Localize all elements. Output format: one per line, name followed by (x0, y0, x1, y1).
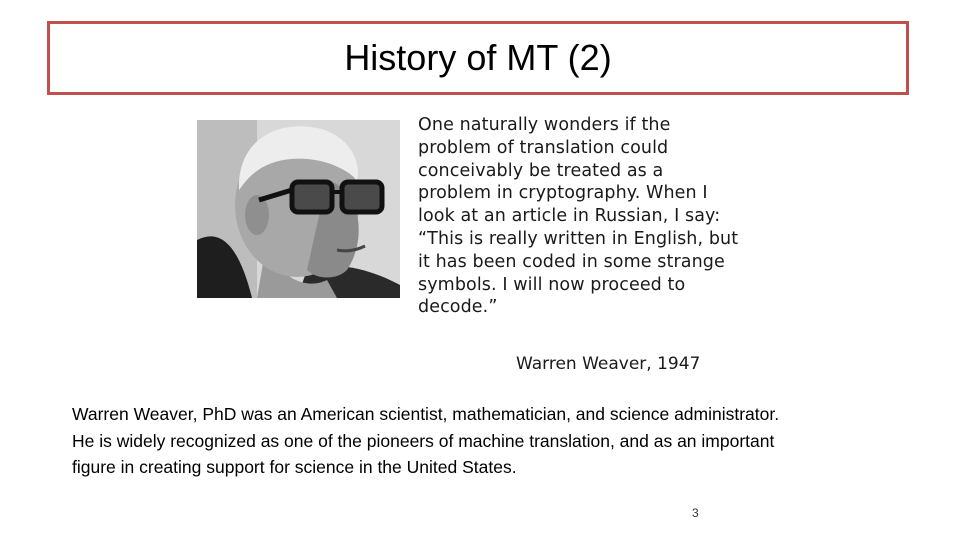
bio-paragraph (72, 401, 912, 481)
quote-line: problem in cryptography. When I (418, 183, 708, 204)
portrait-photo (197, 120, 400, 298)
quote-line: “This is really written in English, but (418, 228, 739, 249)
quote-line: look at an article in Russian, I say: (418, 206, 721, 227)
slide-title: History of MT (2) (344, 37, 612, 78)
bio-line: He is widely recognized as one of the pioneers of machine translation, and as an important (72, 430, 775, 451)
page-number: 3 (692, 506, 699, 520)
quote-line: it has been coded in some strange (418, 251, 725, 272)
title-box (47, 21, 909, 95)
quote-line: problem of translation could (418, 137, 669, 158)
quote-line: symbols. I will now proceed to (418, 274, 686, 295)
bio-line: Warren Weaver, PhD was an American scientist, mathematician, and science administrator. (72, 404, 780, 424)
bio-line: figure in creating support for science in the United States. (72, 457, 517, 477)
weaver-quote (418, 114, 798, 319)
quote-line: decode.” (418, 297, 498, 318)
quote-line: conceivably be treated as a (418, 160, 664, 181)
quote-line: One naturally wonders if the (418, 115, 671, 135)
quote-attribution: Warren Weaver, 1947 (516, 354, 701, 374)
